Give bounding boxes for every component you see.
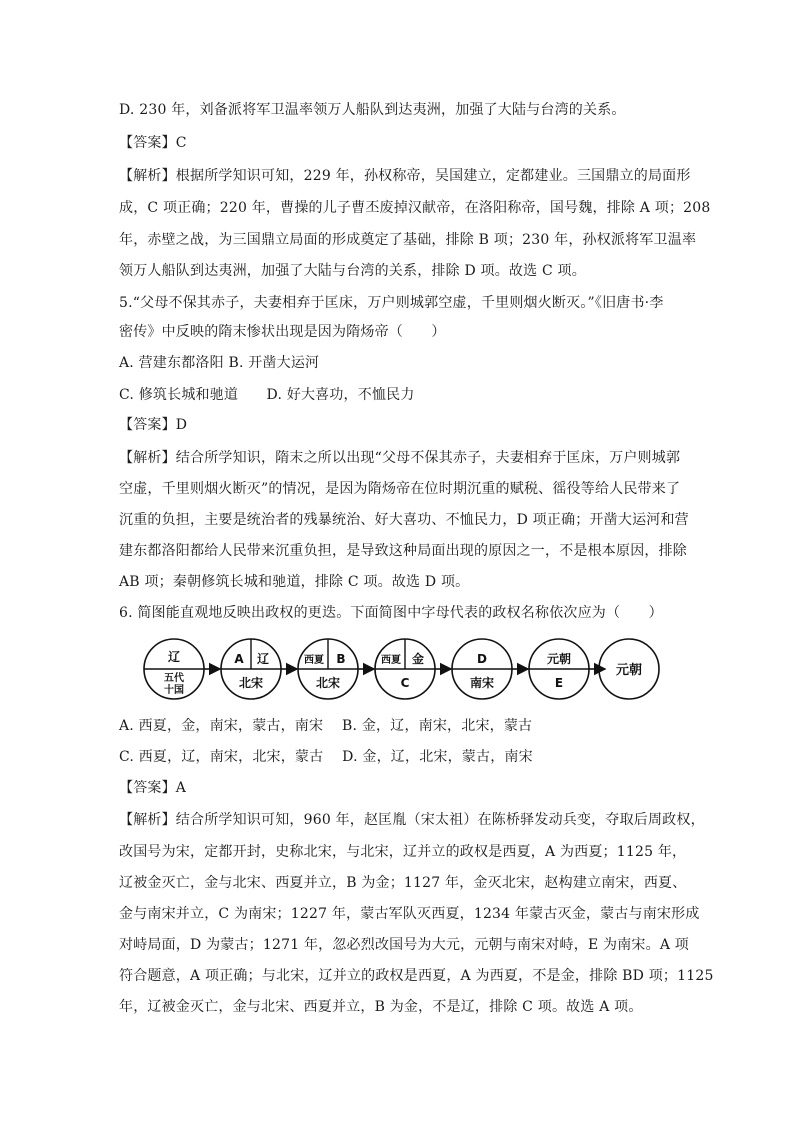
circle-1-top: 辽 <box>167 650 181 664</box>
analysis-q4-line2: 成，C 项正确；220 年，曹操的儿子曹丕废掉汉献帝，在洛阳称帝，国号魏，排除 A 项；208 <box>119 200 711 216</box>
analysis-q5-line1: 【解析】结合所学知识，隋末之所以出现“父母不保其赤子，夫妻相弃于匡床，万户则城郭 <box>119 450 681 466</box>
circle-4-left: 西夏 <box>381 655 401 666</box>
diagram-circle-2 <box>221 639 281 699</box>
circle-3-left: 西夏 <box>304 655 324 666</box>
circle-3-right: B <box>336 652 346 666</box>
diagram-circle-6 <box>529 639 589 699</box>
answer-q4: 【答案】C <box>119 135 187 151</box>
answer-q6: 【答案】A <box>119 780 187 796</box>
analysis-q6-line7: 年，辽被金灭亡，金与北宋、西夏并立，B 为金，不是辽，排除 C 项。故选 A 项。 <box>119 999 643 1015</box>
options-q6-cd: C. 西夏，辽，南宋，北宋，蒙古 D. 金，辽，北宋，蒙古，南宋 <box>119 749 533 765</box>
analysis-q6-line4: 金与南宋并立，C 为南宋；1227 年，蒙古军队灭西夏，1234 年蒙古灭金，蒙古与南宋形成 <box>119 906 700 922</box>
circle-2-left: A <box>234 652 244 666</box>
diagram-circle-3 <box>298 639 358 699</box>
option-d-q4: D. 230 年，刘备派将军卫温率领万人船队到达夷洲，加强了大陆与台湾的关系。 <box>119 102 626 118</box>
analysis-q4-line1: 【解析】根据所学知识可知，229 年，孙权称帝，吴国建立，定都建业。三国鼎立的局面形 <box>119 168 691 184</box>
analysis-q6-line6: 符合题意，A 项正确；与北宋，辽并立的政权是西夏，A 为西夏，不是金，排除 BD 项；1125 <box>119 968 714 984</box>
circle-6-top: 元朝 <box>546 652 572 666</box>
circle-4-bottom: C <box>400 676 410 690</box>
analysis-q4-line3: 年，赤壁之战，为三国鼎立局面的形成奠定了基础，排除 B 项；230 年，孙权派将军卫温率 <box>119 232 697 248</box>
analysis-q5-line5: AB 项；秦朝修筑长城和驰道，排除 C 项。故选 D 项。 <box>119 574 470 590</box>
circle-6-bottom: E <box>554 676 564 690</box>
circle-2-right: 辽 <box>256 652 270 666</box>
diagram-circle-7 <box>599 639 659 699</box>
diagram-circle-5 <box>452 639 512 699</box>
analysis-q6-line5: 对峙局面，D 为蒙古；1271 年，忽必烈改国号为大元，元朝与南宋对峙，E 为南宋。A 项 <box>119 937 689 953</box>
analysis-q4-line4: 领万人船队到达夷洲，加强了大陆与台湾的关系，排除 D 项。故选 C 项。 <box>119 263 586 279</box>
circle-7-center: 元朝 <box>615 663 643 678</box>
question-5-line1: 5.“父母不保其赤子，夫妻相弃于匡床，万户则城郭空虚，千里则烟火断灭。”《旧唐书·李 <box>119 295 664 311</box>
analysis-q5-line2: 空虚，千里则烟火断灭”的情况，是因为隋炀帝在位时期沉重的赋税、徭役等给人民带来了 <box>119 481 681 497</box>
circle-4-right: 金 <box>411 652 425 666</box>
circle-2-bottom: 北宋 <box>238 676 264 690</box>
analysis-q5-line4: 建东都洛阳都给人民带来沉重负担，是导致这种局面出现的原因之一，不是根本原因，排除 <box>119 543 687 559</box>
circle-1-bottom: 十国 <box>164 685 184 696</box>
options-q5-cd: C. 修筑长城和驰道 D. 好大喜功，不恤民力 <box>119 387 415 403</box>
analysis-q5-line3: 沉重的负担，主要是统治者的残暴统治、好大喜功、不恤民力，D 项正确；开凿大运河和营 <box>119 512 689 528</box>
circle-1-mid: 五代 <box>164 673 184 684</box>
analysis-q6-line3: 辽被金灭亡，金与北宋、西夏并立，B 为金；1127 年，金灭北宋，赵构建立南宋，西夏、 <box>119 875 687 891</box>
answer-q5: 【答案】D <box>119 417 188 433</box>
question-5-line2: 密传》中反映的隋末惨状出现是因为隋炀帝（ ） <box>119 324 446 340</box>
circle-5-top: D <box>477 652 487 666</box>
analysis-q6-line1: 【解析】结合所学知识可知，960 年，赵匡胤（宋太祖）在陈桥驿发动兵变，夺取后周政权， <box>119 812 705 828</box>
analysis-q6-line2: 改国号为宋，定都开封，史称北宋，与北宋，辽并立的政权是西夏，A 为西夏；1125 年， <box>119 844 687 860</box>
diagram-circle-1 <box>144 639 204 699</box>
options-q6-ab: A. 西夏，金，南宋，蒙古，南宋 B. 金，辽，南宋，北宋，蒙古 <box>119 718 533 734</box>
circle-3-bottom: 北宋 <box>315 676 341 690</box>
circle-5-bottom: 南宋 <box>469 676 495 690</box>
options-q5-ab: A. 营建东都洛阳 B. 开凿大运河 <box>119 355 320 371</box>
diagram-circle-4 <box>375 639 435 699</box>
question-6: 6. 简图能直观地反映出政权的更迭。下面简图中字母代表的政权名称依次应为（ ） <box>119 605 663 621</box>
regime-succession-diagram <box>142 635 662 703</box>
